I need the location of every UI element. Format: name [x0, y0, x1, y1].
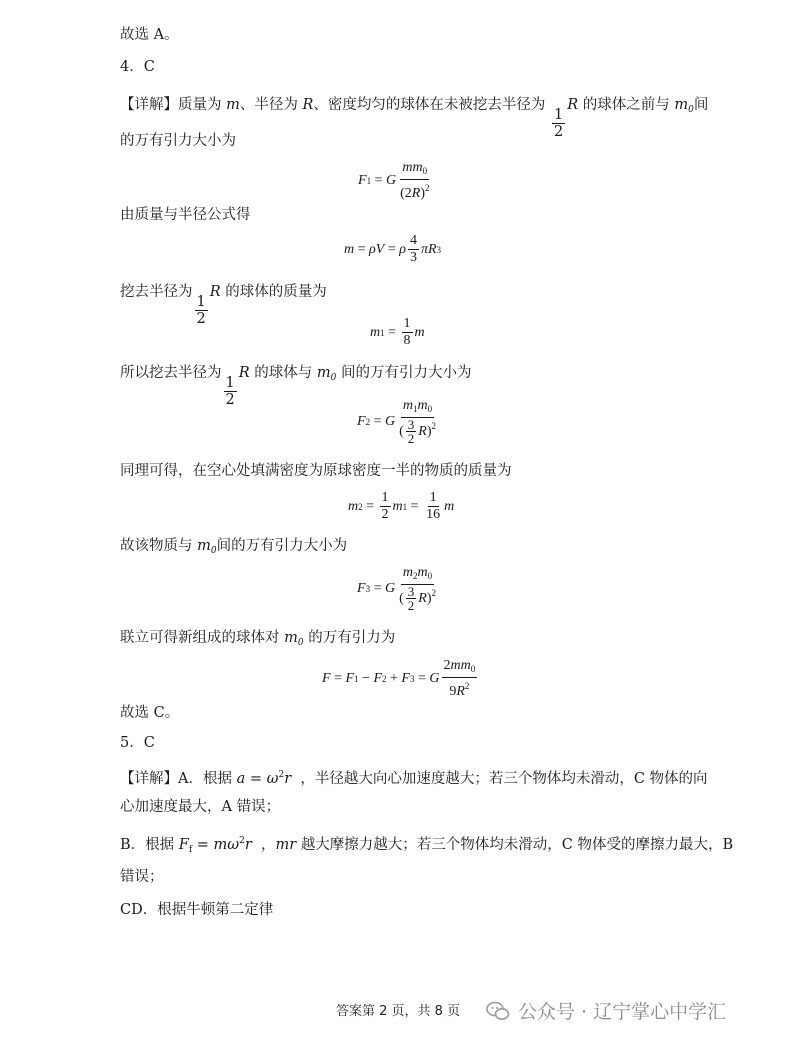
text-line: 的万有引力大小为: [120, 133, 236, 149]
text-line: 故选 A。: [120, 27, 179, 43]
watermark: [486, 997, 726, 1024]
text-line: 同理可得，在空心处填满密度为原球密度一半的物质的质量为: [120, 463, 512, 479]
equation-m1: m 1 = $\frac{1}{8}$ m: [370, 316, 425, 348]
text-line: 故选 C。: [120, 705, 180, 721]
text-line: 心加速度最大，A 错误；: [120, 799, 281, 815]
text-line: 错误；: [120, 869, 164, 885]
page-footer: 答案第 2 页，共 8 页: [336, 1004, 461, 1019]
equation-f2: F 2 = G $m_1m_0$ ( $\frac{3}{2}$ R)$^2$: [357, 398, 436, 447]
text-line: B．根据 $F_f = m\omega^2r$ ，mr 越大摩擦力越大；若三个物体均未滑动，C 物体受的摩擦力最大，B: [120, 836, 734, 855]
question-number: 4．C: [120, 59, 155, 75]
text-line: 所以挖去半径为 $\frac{1}{2}$ R 的球体与 $m_0$ 间的万有引力大小为: [120, 365, 472, 408]
equation-f3: F 3 = G $m_2m_0$ ( $\frac{3}{2}$ R)$^2$: [357, 565, 436, 614]
text-line: 联立可得新组成的球体对 $m_0$ 的万有引力为: [120, 630, 396, 648]
question-number: 5．C: [120, 735, 155, 751]
text-line: 由质量与半径公式得: [120, 207, 251, 223]
text-line: 【详解】质量为 m、半径为 R、密度均匀的球体在未被挖去半径为 $\frac{1}{2}$ R 的球体之前与 $m_0$间: [120, 97, 709, 140]
equation-f1: F 1 = G $\frac{mm_0}{(2R)^2}$: [358, 160, 430, 201]
wechat-icon: [486, 999, 510, 1023]
text-line: 故该物质与 $m_0$间的万有引力大小为: [120, 538, 348, 556]
equation-m2: m 2 = $\frac{1}{2}$ m 1 = $\frac{1}{16}$ m: [348, 490, 455, 522]
text-line: 挖去半径为 $\frac{1}{2}$ R 的球体的质量为: [120, 284, 327, 327]
text-line: CD．根据牛顿第二定律: [120, 902, 274, 918]
equation-f-total: F = F 1 − F 2 + F 3 = G $\frac{2mm_0}{9R^2}$: [322, 658, 476, 699]
text-line: 【详解】A．根据 $a = \omega^2r$ ，半径越大向心加速度越大；若三个物体均未滑动，C 物体的向: [120, 770, 708, 787]
equation-mass: m = ρV = ρ $\frac{4}{3}$ πR 3: [344, 233, 442, 265]
watermark-text: 公众号 · 辽宁掌心中学汇: [518, 1001, 727, 1023]
detail-tag: 【详解】: [120, 97, 178, 113]
